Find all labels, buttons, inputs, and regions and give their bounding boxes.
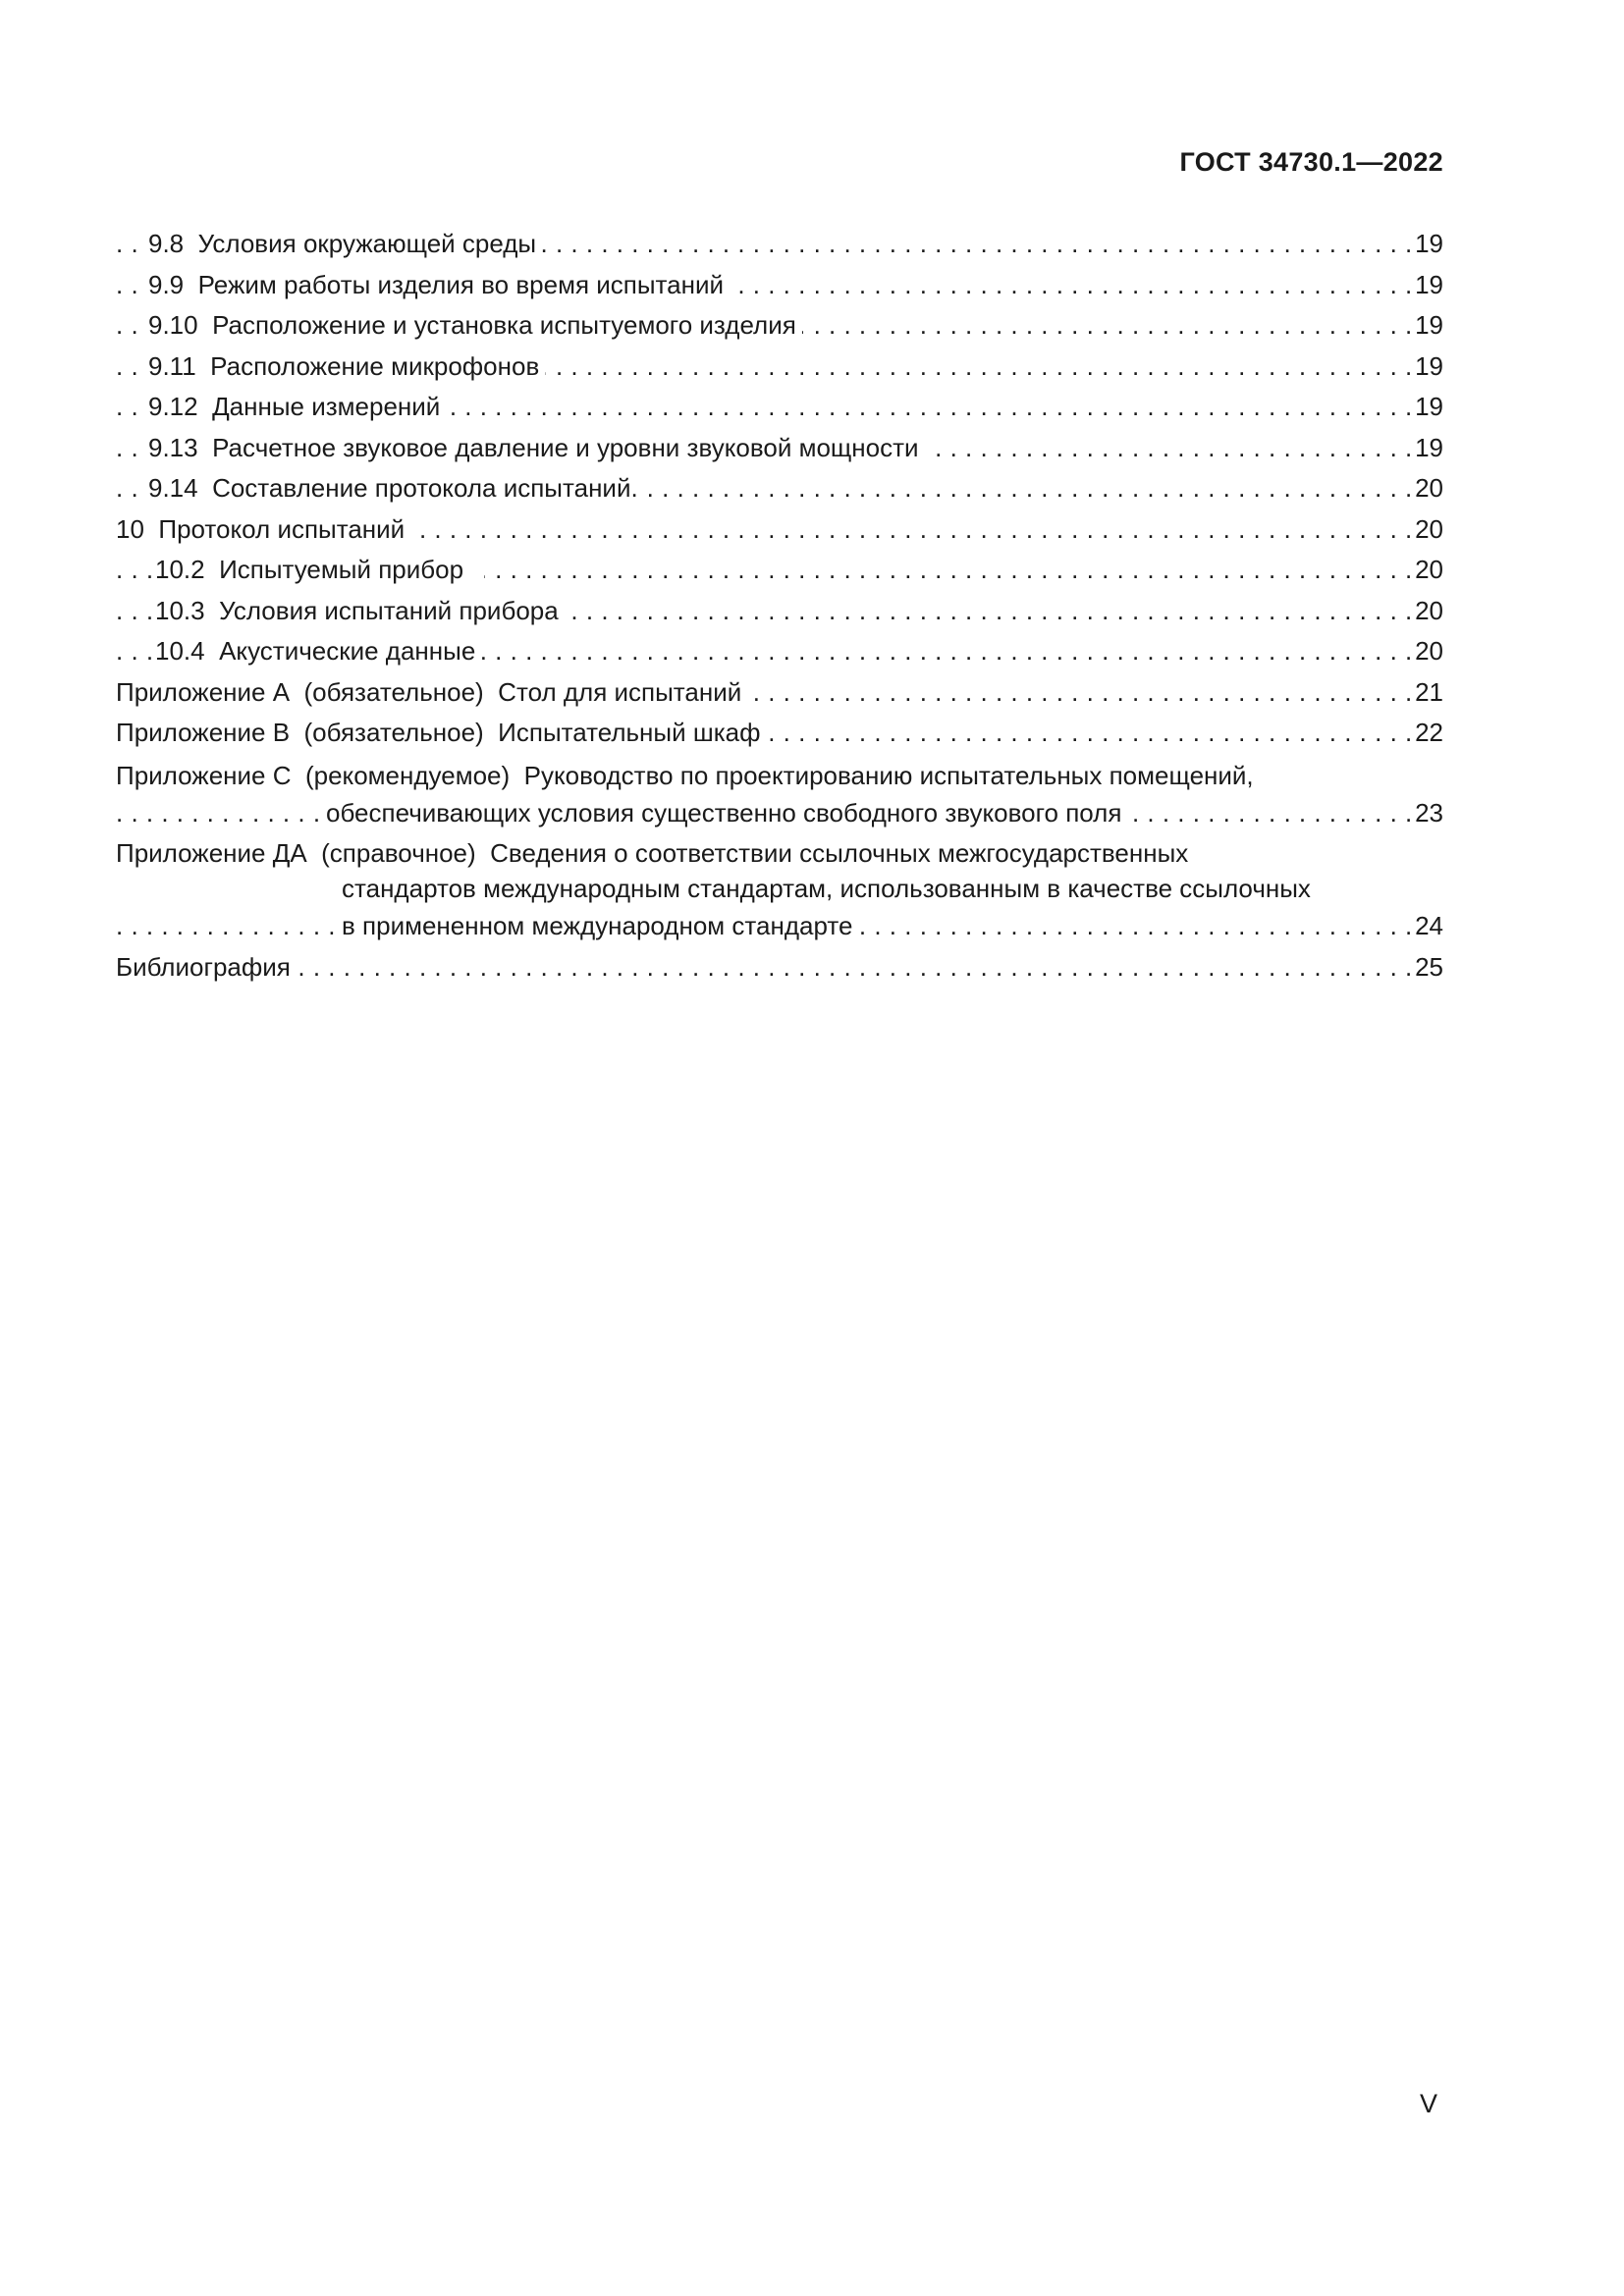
appendix-label: Приложение ДА bbox=[116, 838, 307, 868]
toc-entry-page: 19 bbox=[1411, 347, 1443, 388]
document-code: ГОСТ 34730.1—2022 bbox=[1179, 147, 1443, 177]
toc-entry-number: 9.12 bbox=[148, 392, 198, 421]
page-number-roman: V bbox=[1419, 2089, 1437, 2118]
toc-entry-page: 19 bbox=[1411, 305, 1443, 347]
toc-entry-10-3[interactable] bbox=[116, 591, 1443, 632]
toc-entry-10[interactable] bbox=[116, 509, 1443, 551]
toc-entry-title: Расчетное звуковое давление и уровни звуковой мощности bbox=[212, 432, 919, 462]
toc-entry-10-2[interactable] bbox=[116, 550, 1443, 591]
toc-entry-page: 25 bbox=[1411, 947, 1443, 988]
toc-appendix-c[interactable] bbox=[116, 758, 1443, 834]
toc-entry-page: 19 bbox=[1411, 224, 1443, 265]
toc-entry-page: 23 bbox=[1411, 793, 1443, 834]
toc-entry-title: Условия испытаний прибора bbox=[219, 595, 559, 625]
toc-entry-title: Данные измерений bbox=[212, 392, 441, 421]
appendix-title: Стол для испытаний bbox=[498, 676, 742, 707]
toc-appendix-b[interactable] bbox=[116, 713, 1443, 754]
toc-bibliography[interactable] bbox=[116, 947, 1443, 988]
appendix-title-line-1: Сведения о соответствии ссылочных межгосударственных bbox=[490, 838, 1189, 868]
appendix-label: Приложение А bbox=[116, 676, 291, 707]
toc-entry-9-11[interactable] bbox=[116, 347, 1443, 388]
toc-entry-page: 20 bbox=[1411, 550, 1443, 591]
toc-entry-page: 19 bbox=[1411, 265, 1443, 306]
toc-entry-number: 10.3 bbox=[155, 595, 205, 625]
toc-entry-number: 9.9 bbox=[148, 269, 185, 299]
appendix-title-line-2: стандартов международным стандартам, использованным в качестве ссылочных bbox=[342, 874, 1311, 903]
toc-entry-page: 21 bbox=[1411, 672, 1443, 714]
appendix-title-line-2: обеспечивающих условия существенно свободного звукового поля bbox=[326, 798, 1127, 828]
toc-entry-number: 10.4 bbox=[155, 636, 205, 666]
toc-entry-page: 24 bbox=[1411, 906, 1443, 947]
toc-entry-9-9[interactable] bbox=[116, 265, 1443, 306]
toc-entry-number: 9.13 bbox=[148, 432, 198, 462]
appendix-label: Приложение С bbox=[116, 760, 292, 790]
toc-entry-title: Составление протокола испытаний. bbox=[212, 473, 638, 503]
toc-entry-page: 19 bbox=[1411, 387, 1443, 428]
toc-entry-number: 10 bbox=[116, 513, 144, 544]
toc-entry-page: 19 bbox=[1411, 428, 1443, 469]
toc-entry-page: 20 bbox=[1411, 509, 1443, 551]
toc-entry-page: 20 bbox=[1411, 591, 1443, 632]
toc-entry-number: 9.14 bbox=[148, 473, 198, 503]
appendix-status: (рекомендуемое) bbox=[304, 760, 511, 790]
toc-entry-title: Испытуемый прибор bbox=[219, 555, 464, 584]
appendix-status: (обязательное) bbox=[303, 676, 484, 707]
table-of-contents bbox=[116, 224, 1443, 988]
toc-entry-page: 22 bbox=[1411, 713, 1443, 754]
toc-entry-title: Расположение и установка испытуемого изделия bbox=[212, 310, 796, 340]
toc-entry-page: 20 bbox=[1411, 631, 1443, 672]
toc-entry-title: Условия окружающей среды bbox=[197, 229, 537, 258]
appendix-status: (обязательное) bbox=[303, 718, 484, 747]
toc-entry-10-4[interactable] bbox=[116, 631, 1443, 672]
toc-entry-9-10[interactable] bbox=[116, 305, 1443, 347]
appendix-title: Испытательный шкаф bbox=[498, 718, 761, 747]
appendix-title-line-1: Руководство по проектированию испытательных помещений, bbox=[523, 760, 1254, 790]
toc-entry-9-14[interactable] bbox=[116, 468, 1443, 509]
appendix-title-line-3: в примененном международном стандарте bbox=[342, 911, 858, 940]
toc-appendix-da[interactable] bbox=[116, 835, 1443, 947]
appendix-status: (справочное) bbox=[321, 838, 476, 868]
toc-entry-title: Протокол испытаний bbox=[158, 513, 406, 544]
toc-entry-title: Режим работы изделия во время испытаний bbox=[197, 269, 725, 299]
toc-entry-number: 9.8 bbox=[148, 229, 185, 258]
toc-entry-9-13[interactable] bbox=[116, 428, 1443, 469]
bibliography-title: Библиография bbox=[116, 952, 297, 982]
toc-entry-9-12[interactable] bbox=[116, 387, 1443, 428]
toc-entry-9-8[interactable] bbox=[116, 224, 1443, 265]
toc-entry-page: 20 bbox=[1411, 468, 1443, 509]
toc-entry-number: 9.11 bbox=[148, 350, 196, 381]
toc-entry-number: 10.2 bbox=[155, 555, 205, 584]
toc-entry-title: Расположение микрофонов bbox=[210, 350, 540, 381]
toc-entry-title: Акустические данные bbox=[219, 636, 476, 666]
appendix-label: Приложение В bbox=[116, 718, 291, 747]
toc-appendix-a[interactable] bbox=[116, 672, 1443, 714]
toc-entry-number: 9.10 bbox=[148, 310, 198, 340]
